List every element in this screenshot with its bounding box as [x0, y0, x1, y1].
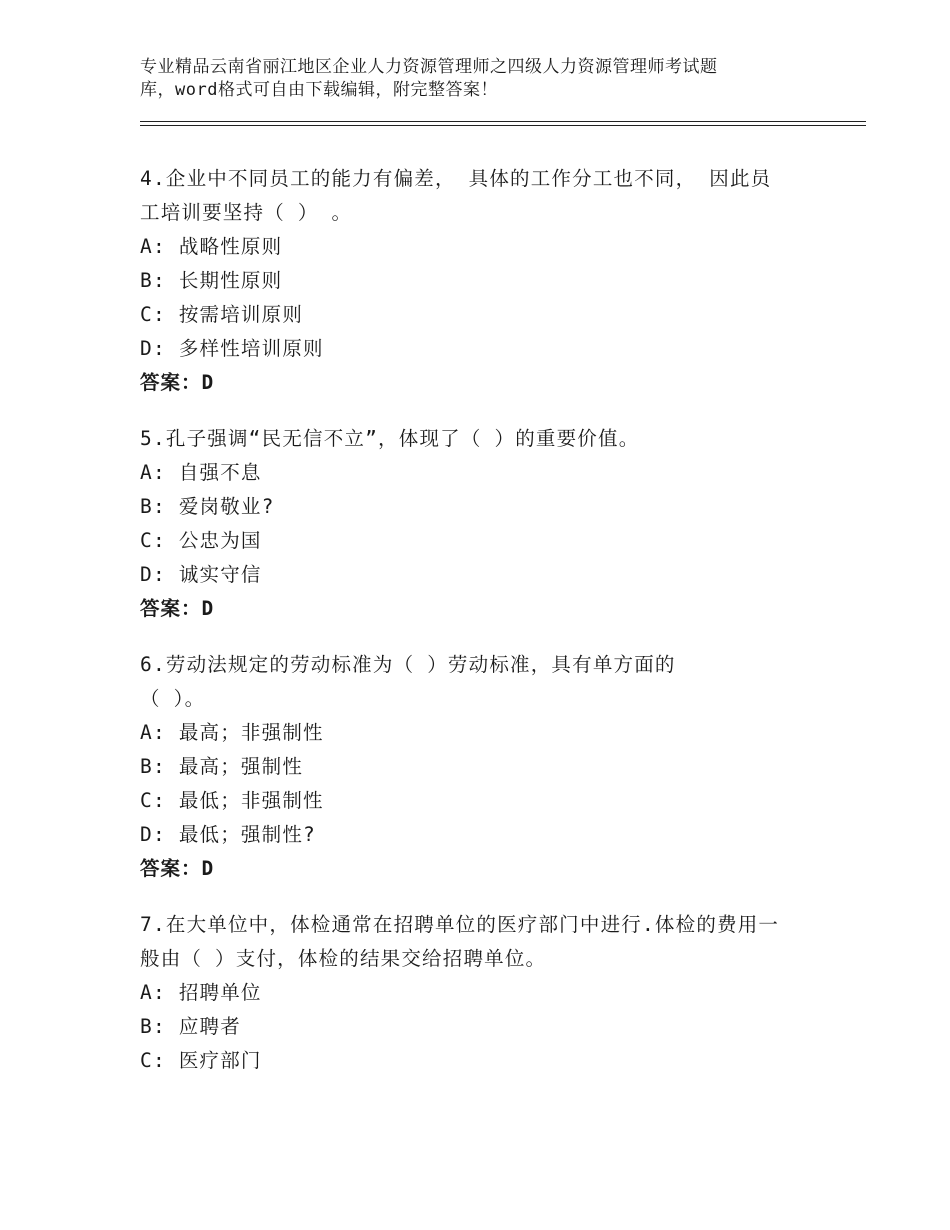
option-d: D: 最低；强制性?	[140, 823, 316, 846]
answer: 答案：D	[140, 597, 215, 620]
answer: 答案：D	[140, 371, 215, 394]
option-c: C: 最低；非强制性	[140, 789, 324, 812]
question-6	[140, 648, 820, 886]
option-a: A: 战略性原则	[140, 235, 283, 258]
question-stem-line: 般由（ ）支付，体检的结果交给招聘单位。	[140, 947, 547, 970]
question-stem-line: 5.孔子强调“民无信不立”，体现了（ ）的重要价值。	[140, 427, 640, 450]
question-4	[140, 162, 820, 400]
option-d: D: 诚实守信	[140, 563, 262, 586]
option-b: B: 应聘者	[140, 1015, 241, 1038]
question-stem-line: （ ）。	[140, 687, 206, 710]
option-a: A: 自强不息	[140, 461, 262, 484]
option-c: C: 医疗部门	[140, 1049, 262, 1072]
question-list	[140, 162, 820, 1100]
header-line-1: 专业精品云南省丽江地区企业人力资源管理师之四级人力资源管理师考试题	[140, 57, 718, 77]
header-line-2: 库，word格式可自由下载编辑，附完整答案！	[140, 80, 498, 100]
question-stem-line: 工培训要坚持（ ） 。	[140, 201, 353, 224]
option-d: D: 多样性培训原则	[140, 337, 324, 360]
option-c: C: 公忠为国	[140, 529, 262, 552]
option-c: C: 按需培训原则	[140, 303, 304, 326]
option-b: B: 长期性原则	[140, 269, 283, 292]
answer: 答案：D	[140, 857, 215, 880]
question-7	[140, 908, 820, 1078]
question-stem-line: 6.劳动法规定的劳动标准为（ ）劳动标准，具有单方面的	[140, 653, 676, 676]
question-stem-line: 7.在大单位中，体检通常在招聘单位的医疗部门中进行.体检的费用一	[140, 913, 780, 936]
option-a: A: 招聘单位	[140, 981, 262, 1004]
document-header	[140, 56, 780, 102]
header-divider-bottom	[140, 125, 866, 126]
option-b: B: 爱岗敬业?	[140, 495, 275, 518]
option-a: A: 最高；非强制性	[140, 721, 324, 744]
header-divider-top	[140, 121, 866, 122]
option-b: B: 最高；强制性	[140, 755, 304, 778]
question-stem-line: 4.企业中不同员工的能力有偏差， 具体的工作分工也不同， 因此员	[140, 167, 772, 190]
question-5	[140, 422, 820, 626]
